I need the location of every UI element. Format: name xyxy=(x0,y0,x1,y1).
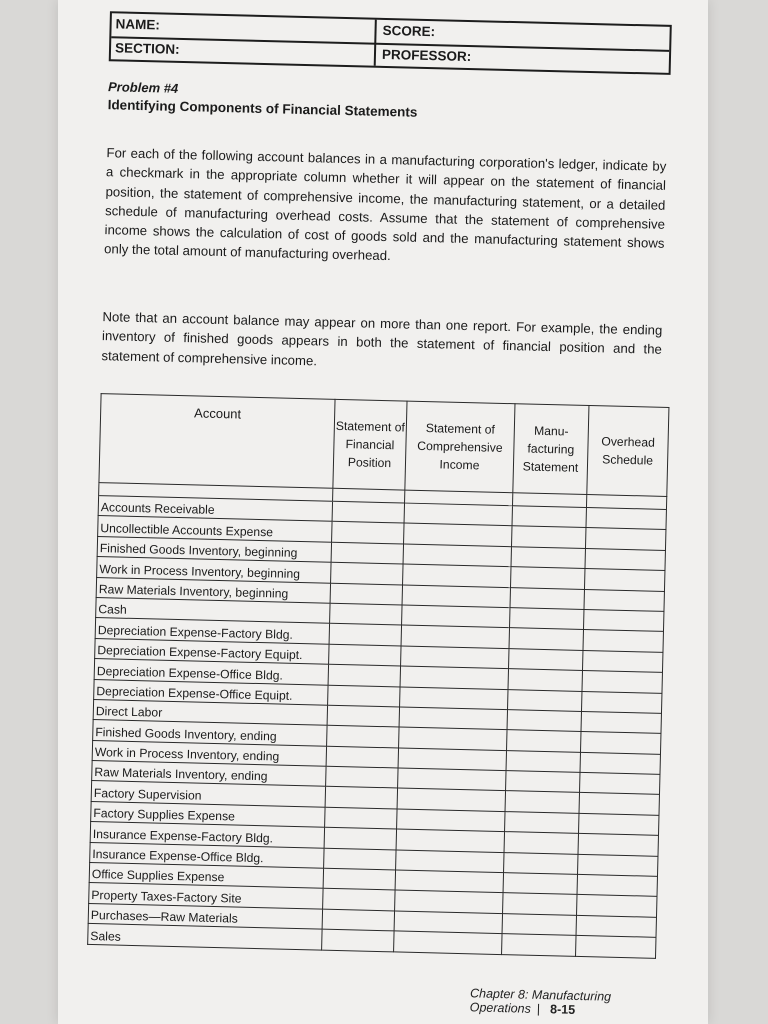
account-name: Accounts Receivable xyxy=(98,496,332,522)
account-name: Depreciation Expense-Office Bldg. xyxy=(94,659,328,685)
checkmark-cell-sfp[interactable] xyxy=(325,807,397,829)
header-account: Account xyxy=(99,394,335,489)
checkmark-cell-sci[interactable] xyxy=(404,503,512,526)
checkmark-cell-sci[interactable] xyxy=(400,666,508,689)
header-overhead-schedule: Overhead Schedule xyxy=(587,406,669,497)
note-paragraph: Note that an account balance may appear on more than one report. For example, the ending inventory of finished goods appears in both the statement of financial position and the statement of comprehensive income. xyxy=(101,309,663,368)
account-name: Property Taxes-Factory Site xyxy=(89,883,323,909)
name-label: NAME: xyxy=(115,16,161,33)
checkmark-cell-sfp[interactable] xyxy=(323,889,395,911)
checkmark-cell-mfg[interactable] xyxy=(512,526,586,548)
checkmark-cell-mfg[interactable] xyxy=(509,628,583,650)
checkmark-cell-sfp[interactable] xyxy=(324,827,396,849)
account-rows xyxy=(88,483,667,958)
account-name: Direct Labor xyxy=(93,699,327,725)
checkmark-cell-sci[interactable] xyxy=(395,870,503,893)
checkmark-cell-ovh[interactable] xyxy=(585,548,665,570)
checkmark-cell-sfp[interactable] xyxy=(327,726,399,748)
checkmark-cell-ovh[interactable] xyxy=(579,793,659,815)
checkmark-cell-mfg[interactable] xyxy=(502,934,576,956)
checkmark-cell-ovh[interactable] xyxy=(585,528,665,550)
checkmark-cell-sfp[interactable] xyxy=(328,685,400,707)
checkmark-cell-sfp[interactable] xyxy=(325,787,397,809)
checkmark-cell-mfg[interactable] xyxy=(506,750,580,772)
student-info-box xyxy=(109,11,672,75)
checkmark-cell-mfg[interactable] xyxy=(510,587,584,609)
account-name: Work in Process Inventory, ending xyxy=(92,740,326,766)
checkmark-cell-ovh[interactable] xyxy=(576,936,656,958)
checkmark-cell-sci[interactable] xyxy=(402,605,510,628)
checkmark-cell-mfg[interactable] xyxy=(506,771,580,793)
footer-separator: | xyxy=(536,1001,541,1017)
checkmark-cell-ovh[interactable] xyxy=(577,895,657,917)
checkmark-cell-ovh[interactable] xyxy=(581,711,661,733)
checkmark-cell-sci[interactable] xyxy=(394,911,502,934)
checkmark-cell-sfp[interactable] xyxy=(332,501,404,523)
checkmark-cell-sci[interactable] xyxy=(399,707,507,730)
checkmark-cell-sfp[interactable] xyxy=(322,929,394,951)
checkmark-cell-sci[interactable] xyxy=(395,890,503,913)
checkmark-cell-mfg[interactable] xyxy=(507,730,581,752)
checkmark-cell-mfg[interactable] xyxy=(511,567,585,589)
chapter-title: Chapter 8: Manufacturing Operations xyxy=(469,986,612,1016)
checkmark-cell-ovh[interactable] xyxy=(579,813,659,835)
page-number: 8-15 xyxy=(549,1002,576,1017)
checkmark-cell-ovh[interactable] xyxy=(583,630,663,652)
page-footer xyxy=(470,986,655,1018)
account-name: Raw Materials Inventory, ending xyxy=(92,761,326,787)
checkmark-cell-sci[interactable] xyxy=(397,809,505,832)
account-name: Depreciation Expense-Factory Bldg. xyxy=(95,618,329,644)
checkmark-cell-sfp[interactable] xyxy=(327,705,399,727)
checkmark-cell-ovh[interactable] xyxy=(582,650,662,672)
checkmark-cell-sci[interactable] xyxy=(397,788,505,811)
checkmark-cell-sfp[interactable] xyxy=(324,848,396,870)
checkmark-cell-sfp[interactable] xyxy=(322,909,394,931)
checkmark-cell-ovh[interactable] xyxy=(580,772,660,794)
checkmark-cell-ovh[interactable] xyxy=(584,589,664,611)
checkmark-cell-mfg[interactable] xyxy=(510,608,584,630)
header-manufacturing-statement: Manu-facturing Statement xyxy=(513,404,589,495)
checkmark-cell-sci[interactable] xyxy=(401,625,509,648)
problem-title: Identifying Components of Financial Statements xyxy=(107,97,418,120)
checkmark-cell-ovh[interactable] xyxy=(582,671,662,693)
checkmark-cell-mfg[interactable] xyxy=(505,811,579,833)
checkmark-cell-sfp[interactable] xyxy=(332,522,404,544)
checkmark-cell-sfp[interactable] xyxy=(326,766,398,788)
checkmark-cell-sfp[interactable] xyxy=(328,664,400,686)
checkmark-cell-sfp[interactable] xyxy=(329,624,401,646)
account-name: Cash xyxy=(96,597,330,623)
instructions-paragraph: For each of the following account balances in a manufacturing corporation's ledger, indicate by a checkmark in the appropriate column whether it will appear on the statement of financial position, the statement of comprehensive income, the manufacturing statement, or a detailed schedule of manufacturing overhead costs. Assume that the statement of comprehensive income shows the calculation of cost of goods sold and the manufacturing statement shows only the total amount of manufacturing overhead. xyxy=(103,145,667,264)
checkmark-cell-ovh[interactable] xyxy=(576,915,656,937)
checkmark-cell-sci[interactable] xyxy=(403,564,511,587)
checkmark-cell-sfp[interactable] xyxy=(323,868,395,890)
account-name: Work in Process Inventory, beginning xyxy=(97,557,331,583)
checkmark-cell-ovh[interactable] xyxy=(583,609,663,631)
checkmark-cell-mfg[interactable] xyxy=(502,913,576,935)
header-statement-comprehensive-income: Statement of Comprehensive Income xyxy=(405,401,515,493)
checkmark-cell-sfp[interactable] xyxy=(331,542,403,564)
account-name: Raw Materials Inventory, beginning xyxy=(96,577,330,603)
checkmark-cell-mfg[interactable] xyxy=(511,546,585,568)
account-name: Uncollectible Accounts Expense xyxy=(98,516,332,542)
checkmark-cell-mfg[interactable] xyxy=(503,873,577,895)
checkmark-cell-sci[interactable] xyxy=(404,523,512,546)
account-name: Insurance Expense-Factory Bldg. xyxy=(90,822,324,848)
checkmark-cell-sfp[interactable] xyxy=(329,644,401,666)
checkmark-cell-mfg[interactable] xyxy=(509,648,583,670)
checkmark-cell-mfg[interactable] xyxy=(507,710,581,732)
checkmark-cell-ovh[interactable] xyxy=(577,874,657,896)
components-table xyxy=(87,393,669,958)
checkmark-cell-sfp[interactable] xyxy=(330,583,402,605)
checkmark-cell-sci[interactable] xyxy=(401,646,509,669)
checkmark-cell-mfg[interactable] xyxy=(504,832,578,854)
account-name: Insurance Expense-Office Bldg. xyxy=(90,842,324,868)
checkmark-cell-ovh[interactable] xyxy=(581,691,661,713)
checkmark-cell-ovh[interactable] xyxy=(578,854,658,876)
account-name: Finished Goods Inventory, beginning xyxy=(97,536,331,562)
checkmark-cell-ovh[interactable] xyxy=(584,569,664,591)
checkmark-cell-sci[interactable] xyxy=(399,727,507,750)
checkmark-cell-ovh[interactable] xyxy=(586,507,666,529)
professor-label: PROFESSOR: xyxy=(381,46,472,65)
checkmark-cell-sci[interactable] xyxy=(400,687,508,710)
account-name: Purchases—Raw Materials xyxy=(88,903,322,929)
checkmark-cell-mfg[interactable] xyxy=(512,506,586,528)
checkmark-cell-mfg[interactable] xyxy=(508,669,582,691)
account-name: Depreciation Expense-Factory Equipt. xyxy=(95,638,329,664)
problem-number: Problem #4 xyxy=(107,79,179,96)
section-label: SECTION: xyxy=(114,40,180,57)
worksheet-content xyxy=(86,0,678,1017)
checkmark-cell-mfg[interactable] xyxy=(508,689,582,711)
checkmark-cell-sci[interactable] xyxy=(396,850,504,873)
checkmark-cell-ovh[interactable] xyxy=(580,732,660,754)
checkmark-cell-sfp[interactable] xyxy=(331,562,403,584)
score-label: SCORE: xyxy=(382,22,436,40)
checkmark-cell-sfp[interactable] xyxy=(330,603,402,625)
account-name: Factory Supplies Expense xyxy=(91,801,325,827)
checkmark-cell-sci[interactable] xyxy=(394,931,502,954)
header-statement-financial-position: Statement of Financial Position xyxy=(333,399,407,490)
account-name: Finished Goods Inventory, ending xyxy=(93,720,327,746)
checkmark-cell-mfg[interactable] xyxy=(505,791,579,813)
checkmark-cell-mfg[interactable] xyxy=(503,893,577,915)
account-name: Sales xyxy=(88,924,322,950)
checkmark-cell-ovh[interactable] xyxy=(580,752,660,774)
checkmark-cell-sci[interactable] xyxy=(402,585,510,608)
account-name: Depreciation Expense-Office Equipt. xyxy=(94,679,328,705)
checkmark-cell-sci[interactable] xyxy=(403,544,511,567)
checkmark-cell-mfg[interactable] xyxy=(504,852,578,874)
account-name: Factory Supervision xyxy=(91,781,325,807)
checkmark-cell-sci[interactable] xyxy=(396,829,504,852)
checkmark-cell-sci[interactable] xyxy=(398,768,506,791)
checkmark-cell-ovh[interactable] xyxy=(578,834,658,856)
checkmark-cell-sci[interactable] xyxy=(398,748,506,771)
account-name: Office Supplies Expense xyxy=(89,862,323,888)
checkmark-cell-sfp[interactable] xyxy=(326,746,398,768)
